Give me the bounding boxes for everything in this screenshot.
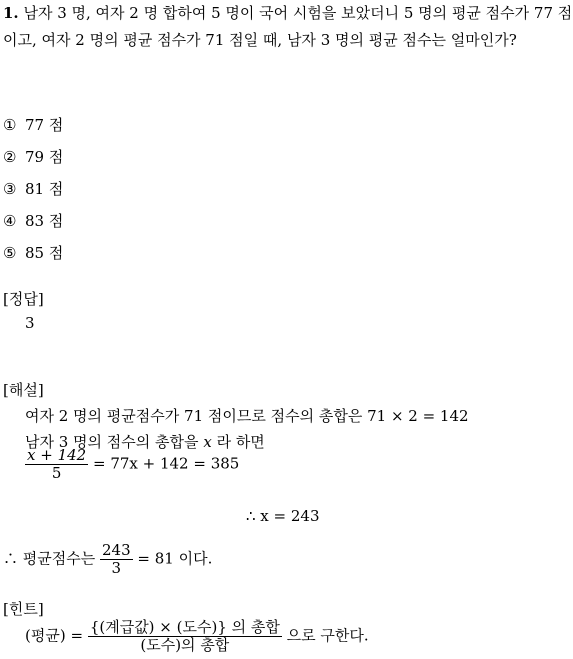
average-rest: = 81 이다.	[137, 549, 213, 568]
choice-3[interactable]	[3, 178, 63, 199]
equation-rest: = 77x + 142 = 385	[92, 454, 240, 473]
hint-label: [힌트]	[3, 600, 44, 618]
average-result	[3, 542, 212, 577]
hint-denominator: (도수)의 총합	[140, 636, 230, 654]
explanation-equation	[25, 447, 239, 482]
hint-suffix: 으로 구한다.	[286, 626, 369, 645]
question-number: 1.	[3, 4, 19, 22]
choice-mark: ②	[3, 148, 17, 166]
choice-label: 77 점	[25, 116, 64, 134]
choice-1[interactable]	[3, 114, 63, 135]
hint-fraction	[88, 619, 282, 654]
choice-mark: ①	[3, 116, 17, 134]
choice-label: 85 점	[25, 244, 64, 262]
equation-numerator: x + 142	[27, 446, 87, 464]
choice-label: 83 점	[25, 212, 64, 230]
hint-formula	[25, 619, 369, 654]
line2-suffix: 라 하면	[216, 433, 265, 451]
choice-mark: ③	[3, 180, 17, 198]
choice-4[interactable]	[3, 210, 63, 231]
choice-mark: ⑤	[3, 244, 17, 262]
average-numerator: 243	[102, 541, 131, 559]
explanation-line-1: 여자 2 명의 평균점수가 71 점이므로 점수의 총합은 71 × 2 = 142	[25, 407, 469, 425]
choice-2[interactable]	[3, 146, 63, 167]
line2-variable: x	[203, 433, 212, 451]
choice-label: 81 점	[25, 180, 64, 198]
therefore-line: ∴ x = 243	[246, 507, 320, 525]
average-denominator: 3	[111, 559, 122, 577]
answer-value: 3	[25, 314, 35, 332]
choice-5[interactable]	[3, 242, 63, 263]
hint-numerator: {(계급값) × (도수)} 의 총합	[89, 618, 280, 636]
hint-lhs: (평균) =	[25, 626, 84, 645]
question-body: 남자 3 명, 여자 2 명 합하여 5 명이 국어 시험을 보았더니 5 명의 평균 점수가 77 점이고, 여자 2 명의 평균 점수가 71 점일 때, 남자 3 명의 평균 점수는 얼마인가?	[3, 4, 573, 49]
explanation-label: [해설]	[3, 381, 44, 399]
question-text	[3, 0, 573, 54]
equation-fraction	[25, 447, 88, 482]
average-prefix: ∴ 평균점수는	[3, 549, 96, 568]
choice-mark: ④	[3, 212, 17, 230]
equation-denominator: 5	[51, 464, 62, 482]
choice-label: 79 점	[25, 148, 64, 166]
average-fraction	[100, 542, 133, 577]
line2-prefix: 남자 3 명의 점수의 총합을	[25, 433, 199, 451]
answer-label: [정답]	[3, 290, 44, 308]
